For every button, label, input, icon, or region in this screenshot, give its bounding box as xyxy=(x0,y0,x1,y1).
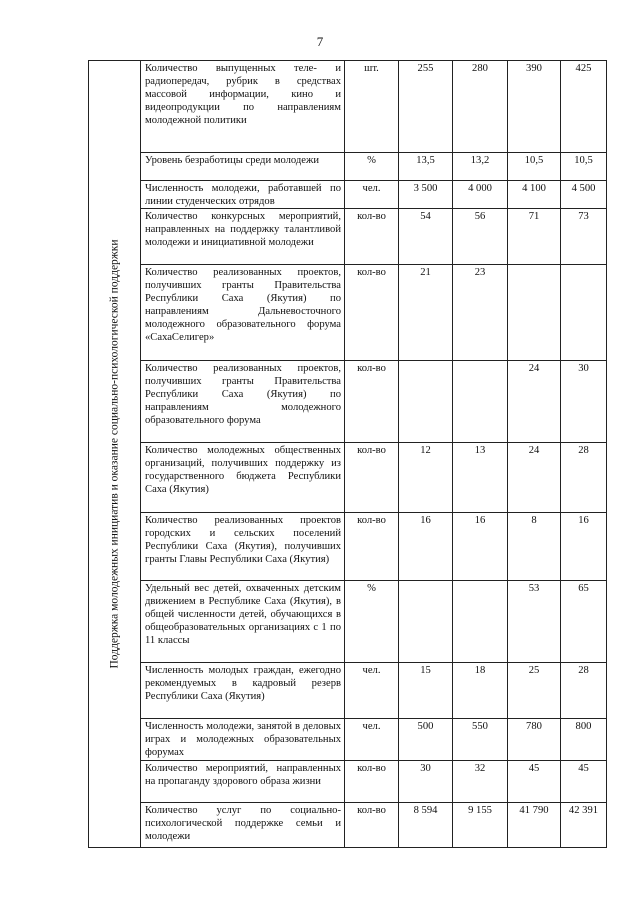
value-cell: 18 xyxy=(453,663,508,719)
indicator-cell: Уровень безработицы среди молодежи xyxy=(141,153,345,181)
value-cell: 16 xyxy=(561,513,607,581)
value-cell: 780 xyxy=(508,719,561,761)
value-cell: 73 xyxy=(561,209,607,265)
unit-cell: кол-во xyxy=(345,761,399,803)
table-row xyxy=(89,443,607,513)
value-cell: 550 xyxy=(453,719,508,761)
section-label: Поддержка молодежных инициатив и оказание социально-психологической поддержки xyxy=(108,239,120,669)
unit-cell: шт. xyxy=(345,61,399,153)
value-cell: 4 500 xyxy=(561,181,607,209)
value-cell: 45 xyxy=(508,761,561,803)
indicator-cell: Количество мероприятий, направленных на пропаганду здорового образа жизни xyxy=(141,761,345,803)
unit-cell: кол-во xyxy=(345,803,399,848)
value-cell: 24 xyxy=(508,361,561,443)
value-cell: 4 000 xyxy=(453,181,508,209)
table-row xyxy=(89,209,607,265)
value-cell: 32 xyxy=(453,761,508,803)
value-cell: 4 100 xyxy=(508,181,561,209)
table-row xyxy=(89,761,607,803)
value-cell: 10,5 xyxy=(508,153,561,181)
value-cell: 21 xyxy=(399,265,453,361)
value-cell: 15 xyxy=(399,663,453,719)
unit-cell: кол-во xyxy=(345,265,399,361)
value-cell: 30 xyxy=(399,761,453,803)
unit-cell: чел. xyxy=(345,719,399,761)
value-cell: 800 xyxy=(561,719,607,761)
value-cell: 30 xyxy=(561,361,607,443)
value-cell: 16 xyxy=(453,513,508,581)
value-cell: 10,5 xyxy=(561,153,607,181)
table-row xyxy=(89,663,607,719)
page-number: 7 xyxy=(316,34,324,49)
value-cell: 56 xyxy=(453,209,508,265)
table-row xyxy=(89,513,607,581)
indicator-cell: Численность молодежи, работавшей по линии студенческих отрядов xyxy=(141,181,345,209)
value-cell xyxy=(453,581,508,663)
table-row xyxy=(89,153,607,181)
indicator-cell: Количество конкурсных мероприятий, направленных на поддержку талантливой молодежи и инициативной молодежи xyxy=(141,209,345,265)
table-row xyxy=(89,265,607,361)
indicator-cell: Количество реализованных проектов, получивших гранты Правительства Республики Саха (Якутия) по направлениям Дальневосточного молодежного образовательного форума «СахаСелигер» xyxy=(141,265,345,361)
table-row xyxy=(89,719,607,761)
table-row xyxy=(89,361,607,443)
value-cell xyxy=(453,361,508,443)
indicator-cell: Количество услуг по социально-психологической поддержке семьи и молодежи xyxy=(141,803,345,848)
table-row xyxy=(89,803,607,848)
unit-cell: кол-во xyxy=(345,361,399,443)
value-cell xyxy=(399,361,453,443)
indicator-cell: Количество реализованных проектов городских и сельских поселений Республики Саха (Якутия), получивших гранты Главы Республики Саха (Якутия) xyxy=(141,513,345,581)
unit-cell: кол-во xyxy=(345,209,399,265)
unit-cell: % xyxy=(345,153,399,181)
value-cell: 12 xyxy=(399,443,453,513)
unit-cell: кол-во xyxy=(345,513,399,581)
value-cell: 13 xyxy=(453,443,508,513)
table-row xyxy=(89,181,607,209)
indicator-cell: Численность молодежи, занятой в деловых играх и молодежных образовательных форумах xyxy=(141,719,345,761)
value-cell xyxy=(399,581,453,663)
indicator-cell: Количество молодежных общественных организаций, получивших поддержку из государственного бюджета Республики Саха (Якутия) xyxy=(141,443,345,513)
value-cell: 390 xyxy=(508,61,561,153)
indicator-cell: Удельный вес детей, охваченных детским движением в Республике Саха (Якутия), в общей численности детей, обучающихся в общеобразовательных организациях с 1 по 11 классы xyxy=(141,581,345,663)
value-cell xyxy=(508,265,561,361)
value-cell: 8 xyxy=(508,513,561,581)
table-row xyxy=(89,581,607,663)
value-cell: 28 xyxy=(561,443,607,513)
value-cell: 3 500 xyxy=(399,181,453,209)
value-cell: 500 xyxy=(399,719,453,761)
value-cell: 28 xyxy=(561,663,607,719)
unit-cell: чел. xyxy=(345,181,399,209)
value-cell: 53 xyxy=(508,581,561,663)
unit-cell: % xyxy=(345,581,399,663)
value-cell: 425 xyxy=(561,61,607,153)
value-cell: 45 xyxy=(561,761,607,803)
unit-cell: кол-во xyxy=(345,443,399,513)
value-cell: 54 xyxy=(399,209,453,265)
value-cell: 8 594 xyxy=(399,803,453,848)
unit-cell: чел. xyxy=(345,663,399,719)
indicators-table xyxy=(88,60,607,848)
section-cell xyxy=(89,61,141,848)
indicator-cell: Численность молодых граждан, ежегодно рекомендуемых в кадровый резерв Республики Саха (Якутия) xyxy=(141,663,345,719)
value-cell: 255 xyxy=(399,61,453,153)
value-cell: 280 xyxy=(453,61,508,153)
value-cell: 9 155 xyxy=(453,803,508,848)
value-cell: 65 xyxy=(561,581,607,663)
value-cell xyxy=(561,265,607,361)
value-cell: 13,5 xyxy=(399,153,453,181)
value-cell: 13,2 xyxy=(453,153,508,181)
value-cell: 25 xyxy=(508,663,561,719)
value-cell: 41 790 xyxy=(508,803,561,848)
table-row xyxy=(89,61,607,153)
value-cell: 71 xyxy=(508,209,561,265)
indicator-cell: Количество реализованных проектов, получивших гранты Правительства Республики Саха (Якутия) по направлениям молодежного образовательного форума xyxy=(141,361,345,443)
value-cell: 16 xyxy=(399,513,453,581)
value-cell: 24 xyxy=(508,443,561,513)
value-cell: 42 391 xyxy=(561,803,607,848)
indicator-cell: Количество выпущенных теле- и радиопередач, рубрик в средствах массовой информации, кино и видеопродукции по направлениям молодежной политики xyxy=(141,61,345,153)
value-cell: 23 xyxy=(453,265,508,361)
